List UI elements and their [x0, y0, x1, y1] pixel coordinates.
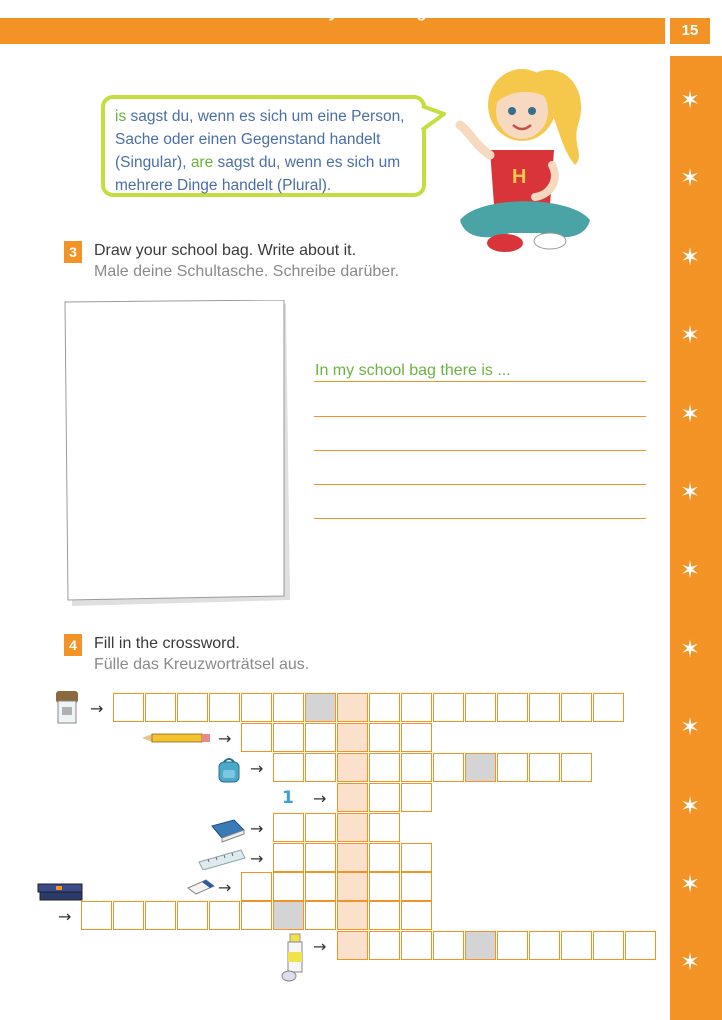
writing-line[interactable] — [314, 484, 646, 485]
clue-arrow: → — [58, 907, 72, 926]
crossword-cell[interactable] — [273, 693, 304, 722]
crossword-cell[interactable] — [273, 723, 304, 752]
writing-line[interactable] — [314, 416, 646, 417]
page-number: 15 — [670, 18, 710, 44]
crossword-cell[interactable] — [497, 931, 528, 960]
crossword-cell[interactable] — [241, 872, 272, 901]
crossword-cell[interactable] — [305, 843, 336, 872]
svg-text:H: H — [512, 166, 527, 188]
crossword-cell[interactable] — [337, 931, 368, 960]
bubble-tail — [418, 104, 448, 134]
clue-arrow: → — [250, 849, 264, 868]
writing-prompt: In my school bag there is ... — [315, 362, 511, 379]
sidebar-decoration — [670, 56, 722, 1020]
crossword-cell[interactable] — [497, 753, 528, 782]
star-decoration-icon: ✶ — [679, 86, 701, 114]
crossword-cell[interactable] — [177, 901, 208, 930]
crossword-cell[interactable] — [369, 931, 400, 960]
crossword-cell[interactable] — [337, 813, 368, 842]
crossword-cell[interactable] — [273, 872, 304, 901]
crossword-cell[interactable] — [561, 753, 592, 782]
crossword-cell[interactable] — [401, 872, 432, 901]
ruler-icon — [197, 848, 247, 870]
crossword-cell[interactable] — [433, 693, 464, 722]
word-is: is — [115, 108, 127, 125]
crossword-cell[interactable] — [369, 723, 400, 752]
crossword-cell[interactable] — [561, 931, 592, 960]
crossword-cell[interactable] — [113, 693, 144, 722]
exercise-3-instruction-en: Draw your school bag. Write about it. — [94, 242, 357, 259]
crossword-cell[interactable] — [401, 753, 432, 782]
star-decoration-icon: ✶ — [679, 791, 701, 820]
crossword-cell[interactable] — [593, 931, 624, 960]
star-decoration-icon: ✶ — [679, 713, 701, 742]
exercise-3-instruction-de: Male deine Schultasche. Schreibe darüber. — [94, 263, 400, 280]
clue-arrow: → — [218, 729, 232, 748]
writing-line[interactable] — [314, 450, 646, 451]
crossword-cell[interactable] — [625, 931, 656, 960]
crossword-cell[interactable] — [369, 693, 400, 722]
crossword-cell[interactable] — [465, 693, 496, 722]
crossword-cell[interactable] — [209, 901, 240, 930]
crossword-cell[interactable] — [305, 753, 336, 782]
crossword-cell[interactable] — [433, 931, 464, 960]
tip-text-2: sagst du, wenn es sich um mehrere Dinge handelt (Plural). — [115, 154, 401, 194]
pencil-icon — [142, 731, 212, 745]
clue-arrow: → — [218, 878, 232, 897]
crossword-cell[interactable] — [337, 901, 368, 930]
school-bag-icon — [213, 756, 245, 786]
crossword-cell[interactable] — [145, 693, 176, 722]
crossword-cell[interactable] — [593, 693, 624, 722]
crossword-cell[interactable] — [401, 723, 432, 752]
tip-text-1: sagst du, wenn es sich um eine Person, Sache oder einen Gegenstand handelt (Singular), — [115, 108, 405, 171]
crossword-cell[interactable] — [401, 693, 432, 722]
crossword-cell[interactable] — [81, 901, 112, 930]
clue-arrow: → — [250, 819, 264, 838]
crossword-cell[interactable] — [145, 901, 176, 930]
crossword-cell[interactable] — [337, 783, 368, 812]
crossword-cell[interactable] — [529, 753, 560, 782]
crossword-cell[interactable] — [305, 813, 336, 842]
crossword-cell[interactable] — [209, 693, 240, 722]
exercise-4-instruction-de: Fülle das Kreuzworträtsel aus. — [94, 656, 310, 673]
crossword-cell[interactable] — [241, 723, 272, 752]
crossword-cell[interactable] — [465, 753, 496, 782]
crossword-cell[interactable] — [529, 693, 560, 722]
crossword-cell[interactable] — [337, 693, 368, 722]
star-decoration-icon: ✶ — [679, 948, 701, 977]
star-decoration-icon: ✶ — [679, 164, 701, 193]
crossword-cell[interactable] — [305, 901, 336, 930]
crossword-cell[interactable] — [241, 693, 272, 722]
crossword-cell[interactable] — [273, 901, 304, 930]
crossword-cell[interactable] — [113, 901, 144, 930]
crossword-cell[interactable] — [369, 753, 400, 782]
crossword-cell[interactable] — [305, 723, 336, 752]
crossword-cell[interactable] — [273, 843, 304, 872]
crossword-cell[interactable] — [337, 753, 368, 782]
book-icon — [210, 818, 246, 844]
crossword-cell[interactable] — [337, 723, 368, 752]
crossword-cell[interactable] — [273, 753, 304, 782]
books-icon — [36, 880, 86, 904]
drawing-paper[interactable] — [64, 300, 294, 612]
star-decoration-icon: ✶ — [679, 478, 701, 506]
crossword-cell[interactable] — [561, 693, 592, 722]
crossword-cell[interactable] — [401, 931, 432, 960]
star-decoration-icon: ✶ — [679, 242, 701, 271]
star-decoration-icon: ✶ — [679, 870, 701, 898]
crossword-cell[interactable] — [273, 813, 304, 842]
crossword-cell[interactable] — [433, 753, 464, 782]
sharpener-icon — [52, 689, 82, 727]
grammar-tip-bubble — [101, 95, 426, 197]
word-are: are — [190, 154, 214, 171]
exercise-4-instruction-en: Fill in the crossword. — [94, 635, 240, 652]
crossword-cell[interactable] — [401, 843, 432, 872]
clue-arrow: → — [250, 759, 264, 778]
crossword-cell[interactable] — [337, 872, 368, 901]
clue-arrow: → — [313, 937, 327, 956]
crossword-cell[interactable] — [337, 843, 368, 872]
crossword-cell[interactable] — [177, 693, 208, 722]
girl-illustration — [450, 55, 600, 265]
crossword-cell[interactable] — [497, 693, 528, 722]
crossword-cell[interactable] — [369, 843, 400, 872]
glue-stick-icon — [280, 932, 310, 984]
clue-arrow: → — [313, 789, 327, 808]
crossword-cell[interactable] — [401, 783, 432, 812]
star-decoration-icon: ✶ — [679, 634, 701, 663]
crossword-cell[interactable] — [529, 931, 560, 960]
clue-number: 1 — [282, 788, 294, 808]
crossword-cell[interactable] — [465, 931, 496, 960]
exercise-3-number: 3 — [64, 241, 82, 263]
clue-arrow: → — [90, 699, 104, 718]
page-title: In my school bag — [295, 4, 427, 21]
star-decoration-icon: ✶ — [679, 321, 701, 350]
crossword-cell[interactable] — [305, 693, 336, 722]
crossword-cell[interactable] — [241, 901, 272, 930]
exercise-4-number: 4 — [64, 634, 82, 656]
star-decoration-icon: ✶ — [679, 556, 701, 585]
crossword-cell[interactable] — [369, 901, 400, 930]
crossword-cell[interactable] — [369, 813, 400, 842]
crossword-cell[interactable] — [401, 901, 432, 930]
star-decoration-icon: ✶ — [679, 399, 701, 428]
writing-line[interactable] — [314, 381, 646, 382]
crossword-cell[interactable] — [369, 783, 400, 812]
crossword-cell[interactable] — [369, 872, 400, 901]
writing-line[interactable] — [314, 518, 646, 519]
eraser-icon — [186, 878, 216, 896]
crossword-cell[interactable] — [305, 872, 336, 901]
